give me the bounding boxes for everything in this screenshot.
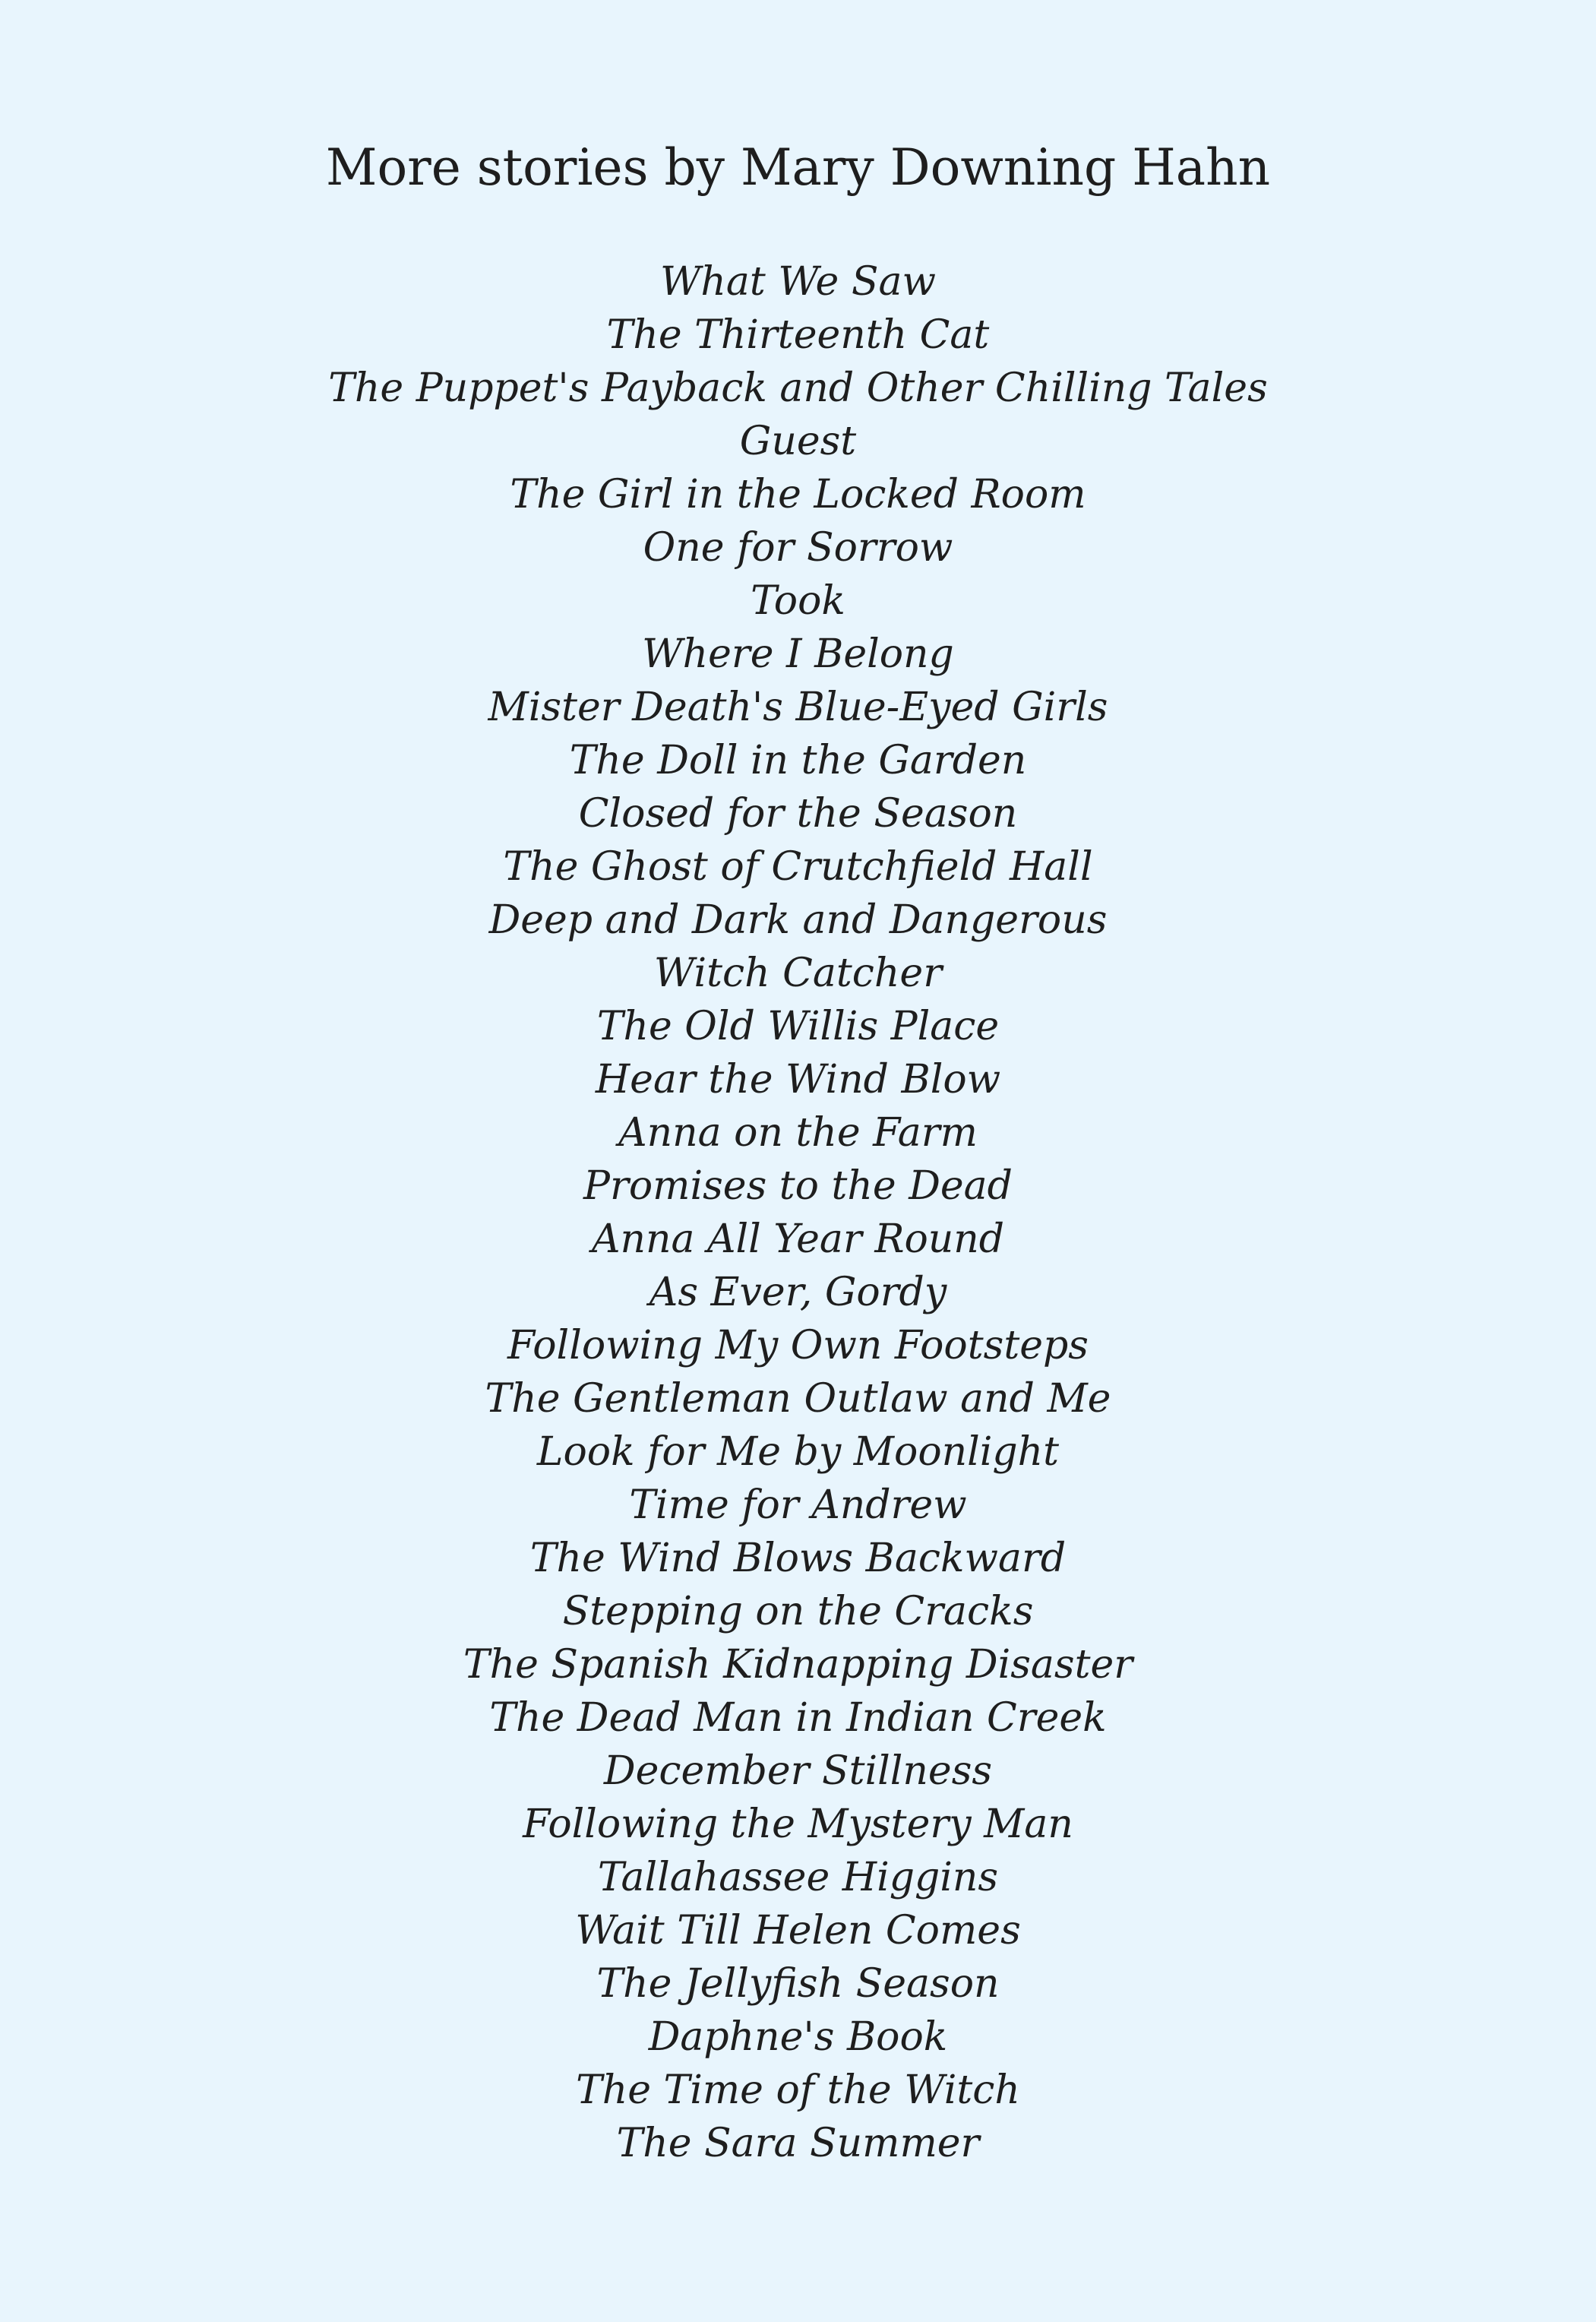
list-item: Closed for the Season (578, 791, 1018, 837)
list-item: One for Sorrow (643, 525, 953, 571)
list-item: What We Saw (659, 259, 936, 305)
list-item: The Old Willis Place (596, 1004, 1000, 1049)
list-item: The Thirteenth Cat (606, 312, 990, 358)
list-item: Daphne's Book (648, 2014, 948, 2060)
book-title-list (0, 255, 1596, 2170)
list-item: The Sara Summer (616, 2121, 980, 2166)
list-item: Look for Me by Moonlight (536, 1429, 1060, 1475)
list-item: Hear the Wind Blow (595, 1057, 1001, 1102)
list-item: Took (751, 578, 845, 624)
list-item: Following My Own Footsteps (507, 1323, 1089, 1368)
list-item: Time for Andrew (629, 1482, 967, 1528)
list-item: Tallahassee Higgins (597, 1855, 999, 1900)
list-item: December Stillness (603, 1748, 993, 1794)
list-item: The Wind Blows Backward (529, 1536, 1067, 1581)
list-item: The Puppet's Payback and Other Chilling Tales (328, 365, 1268, 411)
list-item: Wait Till Helen Comes (575, 1908, 1021, 1953)
list-item: Promises to the Dead (583, 1163, 1013, 1209)
list-item: Witch Catcher (653, 951, 943, 996)
list-item: Following the Mystery Man (523, 1802, 1073, 1847)
list-item: The Jellyfish Season (596, 1961, 1000, 2007)
list-item: Anna All Year Round (591, 1216, 1005, 1262)
list-item: The Time of the Witch (576, 2067, 1020, 2113)
list-item: Stepping on the Cracks (562, 1589, 1034, 1634)
list-item: The Gentleman Outlaw and Me (485, 1376, 1111, 1422)
list-item: As Ever, Gordy (649, 1270, 947, 1315)
list-item: The Girl in the Locked Room (510, 472, 1086, 517)
list-item: Guest (739, 419, 857, 464)
list-item: Anna on the Farm (618, 1110, 978, 1156)
list-item: Mister Death's Blue-Eyed Girls (488, 685, 1108, 730)
list-item: The Doll in the Garden (569, 738, 1027, 783)
list-item: Deep and Dark and Dangerous (488, 897, 1108, 943)
list-item: Where I Belong (642, 631, 954, 677)
page-title: More stories by Mary Downing Hahn (325, 138, 1271, 197)
list-item: The Dead Man in Indian Creek (489, 1695, 1107, 1741)
list-item: The Spanish Kidnapping Disaster (463, 1642, 1133, 1688)
list-item: The Ghost of Crutchfield Hall (503, 844, 1093, 890)
